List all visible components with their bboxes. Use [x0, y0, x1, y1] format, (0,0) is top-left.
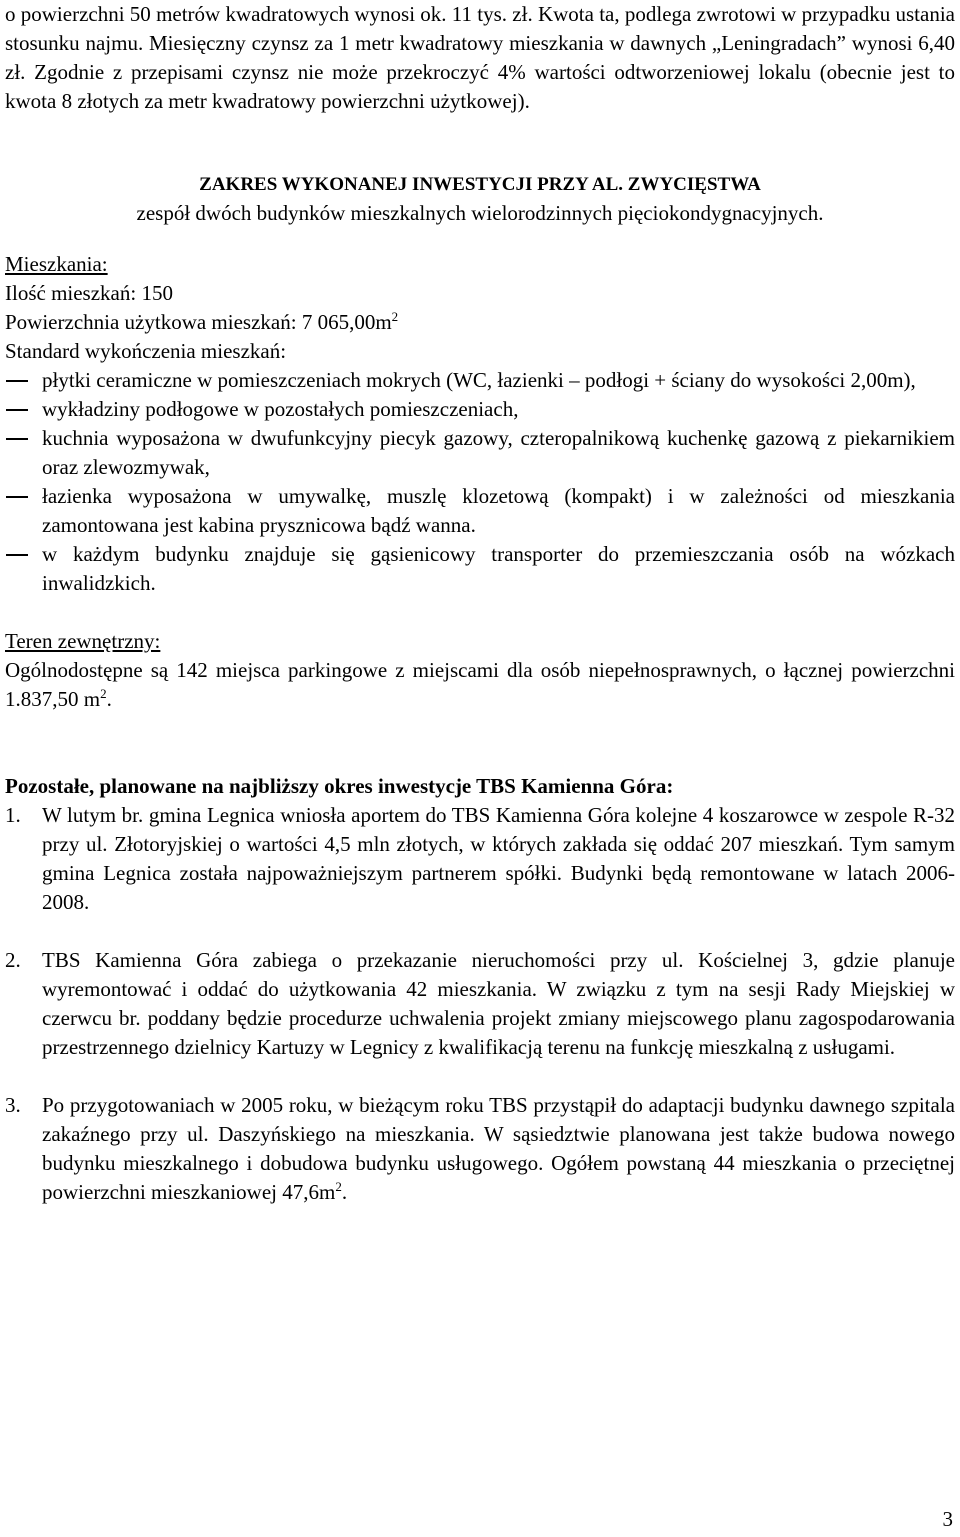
- powierzchnia-sup: 2: [391, 309, 399, 324]
- plans-list: [5, 801, 955, 1207]
- powierzchnia-mieszkan: [5, 308, 955, 337]
- page-number: 3: [942, 1507, 953, 1531]
- mieszkania-label: Mieszkania:: [5, 252, 108, 276]
- standard-list: [5, 366, 955, 598]
- list-item: wykładziny podłogowe w pozostałych pomieszczeniach,: [5, 395, 955, 424]
- ilosc-mieszkan: Ilość mieszkań: 150: [5, 281, 173, 305]
- intro-paragraph: o powierzchni 50 metrów kwadratowych wynosi ok. 11 tys. zł. Kwota ta, podlega zwrotowi w przypadku ustania stosunku najmu. Miesięczny czynsz za 1 metr kwadratowy mieszkania w dawnych „Leningradach” wynosi 6,40 zł. Zgodnie z przepisami czynsz nie może przekroczyć 4% wartości odtworzeniowej lokalu (obecnie jest to kwota 8 złotych za metr kwadratowy powierzchni użytkowej).: [5, 2, 955, 113]
- list-item: w każdym budynku znajduje się gąsienicowy transporter do przemieszczania osób na wózkach inwalidzkich.: [5, 540, 955, 598]
- powierzchnia-text: Powierzchnia użytkowa mieszkań: 7 065,00m: [5, 310, 392, 334]
- section-subtitle-zakres: zespół dwóch budynków mieszkalnych wielorodzinnych pięciokondygnacyjnych.: [136, 201, 824, 225]
- teren-end: .: [106, 687, 112, 711]
- list-item: płytki ceramiczne w pomieszczeniach mokrych (WC, łazienki – podłogi + ściany do wysokości 2,00m),: [5, 366, 955, 395]
- plan-text: Po przygotowaniach w 2005 roku, w bieżącym roku TBS przystąpił do adaptacji budynku dawnego szpitala zakaźnego przy ul. Daszyńskiego na mieszkania. W sąsiedztwie planowana jest także budowa nowego budynku mieszkalnego i dobudowa budynku usługowego. Ogółem powstaną 44 mieszkania o przeciętnej powierzchni mieszkaniowej 47,6m: [42, 1093, 955, 1204]
- document-page: [5, 0, 955, 1207]
- teren-text: Ogólnodostępne są 142 miejsca parkingowe z miejscami dla osób niepełnosprawnych, o łącznej powierzchni 1.837,50 m: [5, 658, 955, 711]
- plan-text: W lutym br. gmina Legnica wniosła aportem do TBS Kamienna Góra kolejne 4 koszarowce w zespole R-32 przy ul. Złotoryjskiej o wartości 4,5 mln złotych, w których zakłada się oddać 207 mieszkań. Tym samym gmina Legnica została najpoważniejszym partnerem spółki. Budynki będą remontowane w latach 2006-2008.: [42, 803, 955, 914]
- plan-sup: 2: [335, 1179, 342, 1194]
- plan-item: [5, 1091, 955, 1207]
- plan-item: [5, 946, 955, 1062]
- standard-label: Standard wykończenia mieszkań:: [5, 339, 287, 363]
- section-title-zakres: ZAKRES WYKONANEJ INWESTYCJI PRZY AL. ZWYCIĘSTWA: [199, 174, 761, 195]
- plan-number: 1.: [5, 803, 21, 827]
- teren-label: Teren zewnętrzny:: [5, 629, 161, 653]
- list-item: kuchnia wyposażona w dwufunkcyjny piecyk gazowy, czteropalnikową kuchenkę gazową z piekarnikiem oraz zlewozmywak,: [5, 424, 955, 482]
- plan-end: .: [341, 1180, 348, 1204]
- list-item: łazienka wyposażona w umywalkę, muszlę klozetową (kompakt) i w zależności od mieszkania zamontowana jest kabina prysznicowa bądź wanna.: [5, 482, 955, 540]
- pozostale-title: Pozostałe, planowane na najbliższy okres inwestycje TBS Kamienna Góra:: [5, 774, 674, 798]
- plan-number: 3.: [5, 1093, 21, 1117]
- teren-paragraph: [5, 656, 955, 714]
- plan-text: TBS Kamienna Góra zabiega o przekazanie nieruchomości przy ul. Kościelnej 3, gdzie planuje wyremontować i oddać do użytkowania 42 mieszkania. W związku z tym na sesji Rady Miejskiej w czerwcu br. poddany będzie procedurze uchwalenia projekt zmiany miejscowego planu zagospodarowania przestrzennego dzielnicy Kartuzy w Legnicy z kwalifikacją terenu na funkcję mieszkalną z usługami.: [42, 948, 955, 1059]
- teren-sup: 2: [100, 686, 107, 701]
- plan-item: [5, 801, 955, 917]
- plan-number: 2.: [5, 948, 21, 972]
